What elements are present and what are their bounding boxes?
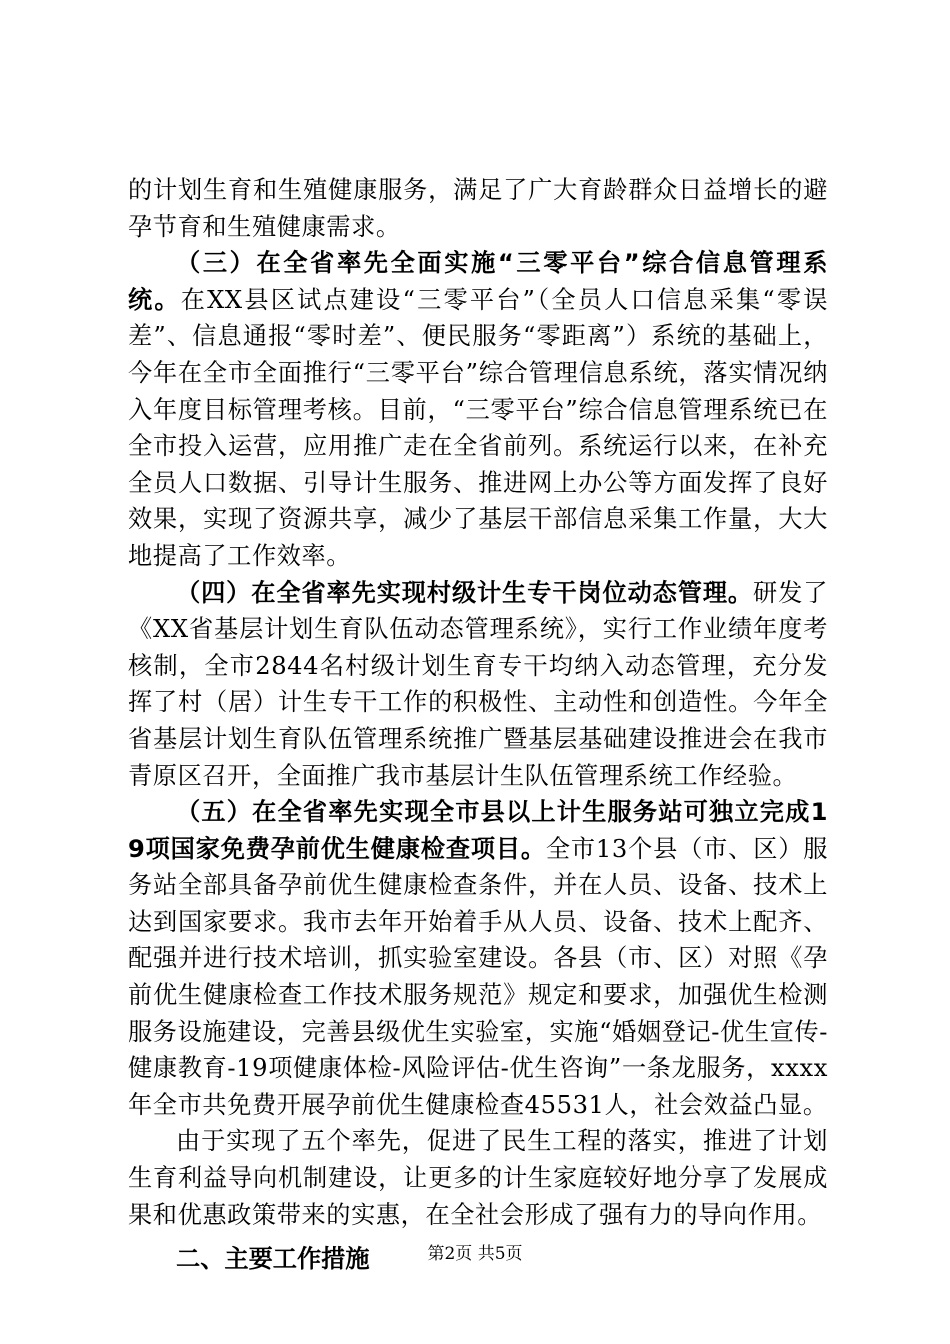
paragraph-lead-heading: （四）在全省率先实现村级计生专干岗位动态管理。 (176, 578, 754, 607)
page-footer: 第2页 共5页 (427, 1244, 523, 1264)
paragraph-summary (128, 1123, 828, 1233)
paragraph-text: 由于实现了五个率先，促进了民生工程的落实，推进了计划生育利益导向机制建设，让更多的计生家庭较好地分享了发展成果和优惠政策带来的实惠，在全社会形成了强有力的导向作用。 (128, 1127, 828, 1229)
paragraph-text: 全市13个县（市、区）服务站全部具备孕前优生健康检查条件，并在人员、设备、技术上达到国家要求。我市去年开始着手从人员、设备、技术上配齐、配强并进行技术培训，抓实验室建设。各县（市、区）对照《孕前优生健康检查工作技术服务规范》规定和要求，加强优生检测服务设施建设，完善县级优生实验室，实施“婚姻登记-优生宣传-健康教育-19项健康体检-风险评估-优生咨询”一条龙服务，xxxx年全市共免费开展孕前优生健康检查45531人，社会效益凸显。 (128, 834, 829, 1119)
paragraph-text: 的计划生育和生殖健康服务，满足了广大育龄群众日益增长的避孕节育和生殖健康需求。 (128, 176, 828, 241)
paragraph-lead-heading: （五）在全省率先实现全市县以上计生服务站可独立完成19项国家免费孕前优生健康检查项目。 (128, 798, 828, 863)
paragraph-lead-heading: （三）在全省率先全面实施“三零平台”综合信息管理系统。 (128, 249, 828, 314)
section-heading: 二、主要工作措施 (176, 1245, 370, 1274)
paragraph-village-staff-management (128, 575, 828, 795)
paragraph-text: 在XX县区试点建设“三零平台”（全员人口信息采集“零误差”、信息通报“零时差”、便民服务“零距离”）系统的基础上，今年在全市全面推行“三零平台”综合管理信息系统，落实情况纳入年度目标管理考核。目前，“三零平台”综合信息管理系统已在全市投入运营，应用推广走在全省前列。系统运行以来，在补充全员人口数据、引导计生服务、推进网上办公等方面发挥了良好效果，实现了资源共享，减少了基层干部信息采集工作量，大大地提高了工作效率。 (128, 285, 829, 570)
paragraph-text: 研发了《XX省基层计划生育队伍动态管理系统》，实行工作业绩年度考核制，全市2844名村级计划生育专干均纳入动态管理，充分发挥了村（居）计生专干工作的积极性、主动性和创造性。今年全省基层计划生育队伍管理系统推广暨基层基础建设推进会在我市青原区召开，全面推广我市基层计生队伍管理系统工作经验。 (128, 578, 828, 790)
paragraph-three-zero-platform (128, 245, 828, 574)
paragraph-continuation (128, 172, 828, 245)
paragraph-prenatal-checkup (128, 794, 828, 1123)
document-body (128, 172, 828, 1278)
